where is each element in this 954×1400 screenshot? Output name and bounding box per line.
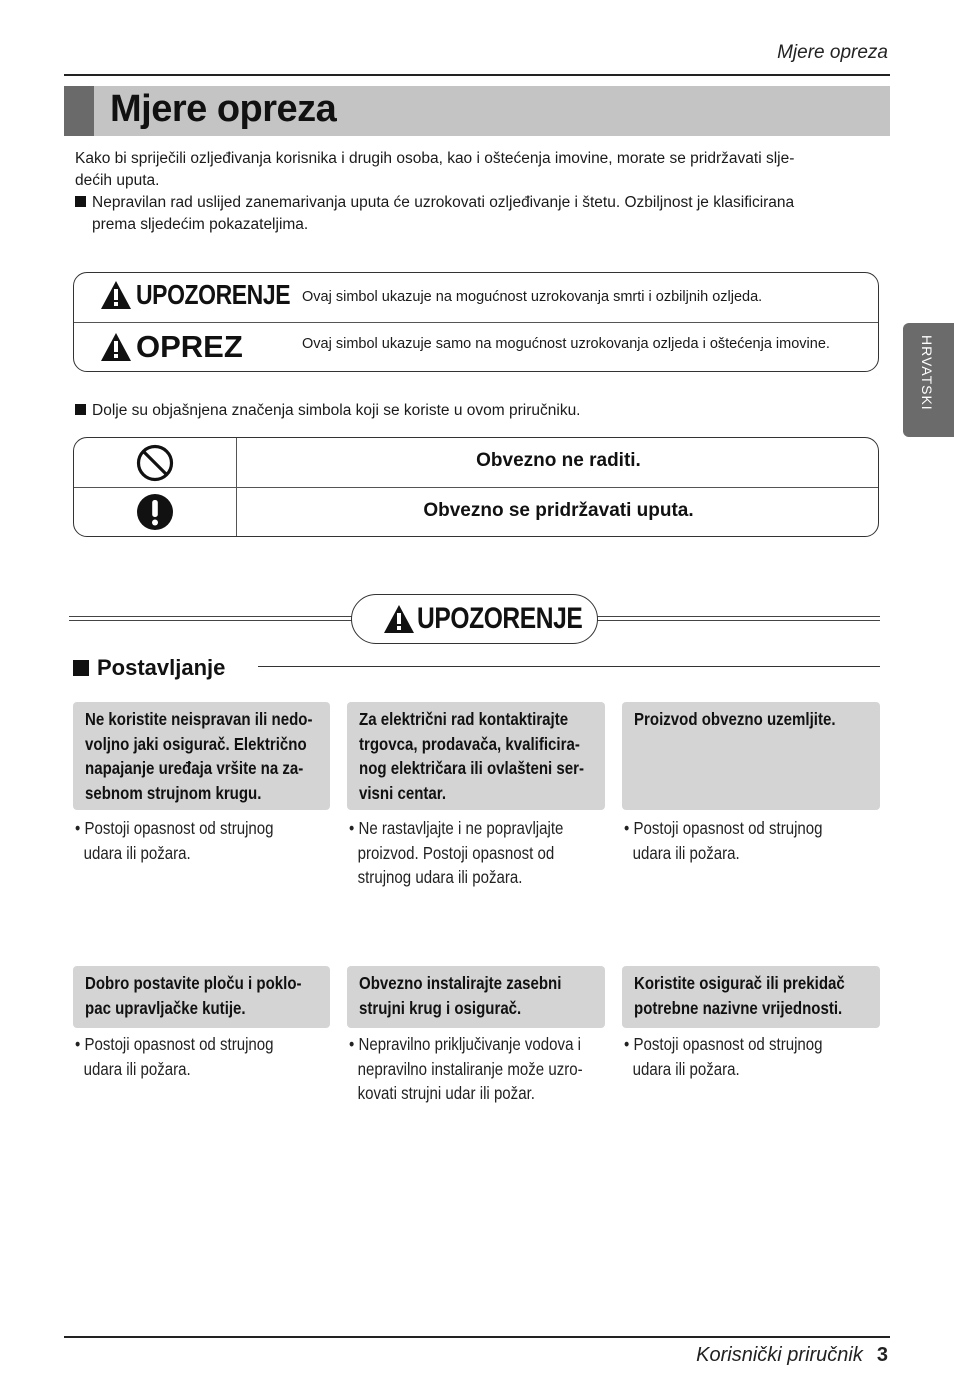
warning-triangle-icon [383,604,415,634]
square-bullet-icon [75,196,86,207]
warning-triangle-icon [100,280,132,310]
caution-triangle-icon [100,332,132,362]
intro-paragraph [75,148,794,236]
language-side-tab [903,323,954,437]
header-rule [64,74,890,76]
side-tab-label: HRVATSKI [919,335,935,411]
card-2-body: • Ne rastavljajte i ne popravljajte proizvod. Postoji opasnost od strujnog udara ili požara. [349,818,564,887]
card-2-head: Za električni rad kontaktirajte trgovca, prodavača, kvalificira- nog električara ili ovlašteni ser- visni centar. [347,702,605,810]
warning-banner-label: UPOZORENJE [416,602,582,635]
symbols-row-divider [74,487,878,488]
title-tab-marker [64,86,94,136]
legend-row-warning [74,273,878,322]
intro-bullet-cont: prema sljedećim pokazateljima. [92,216,309,233]
card-4-body: • Postoji opasnost od strujnog udara ili požara. [75,1034,274,1079]
symbol-meaning-mandatory: Obvezno se pridržavati uputa. [423,500,694,521]
symbols-table [73,437,879,537]
section-rule [258,666,880,667]
card-1-body: • Postoji opasnost od strujnog udara ili požara. [75,818,274,863]
card-6-body: • Postoji opasnost od strujnog udara ili požara. [624,1034,823,1079]
warning-label: UPOZORENJE [100,279,324,311]
banner-line-right [597,616,880,621]
symbol-meaning-prohibited: Obvezno ne raditi. [476,450,641,471]
card-5-head: Obvezno instalirajte zasebni strujni krug i osigurač. [347,966,605,1028]
section-title: Postavljanje [73,655,225,681]
symbols-intro: Dolje su objašnjena značenja simbola koji se koriste u ovom priručniku. [75,400,581,422]
warning-banner [351,594,598,644]
footer-label: Korisnički priručnik [696,1344,863,1366]
mandatory-icon [136,493,174,531]
warning-description: Ovaj simbol ukazuje na mogućnost uzrokovanja smrti i ozbiljnih ozljeda. [302,289,763,305]
intro-bullet: Nepravilan rad uslijed zanemarivanja uputa će uzrokovati ozljeđivanje i štetu. Ozbiljnost je klasificirana [75,192,794,214]
legend-row-caution [74,322,878,372]
card-1-head: Ne koristite neispravan ili nedo- voljno jaki osigurač. Električno napajanje uređaja vršite na za- sebnom strujnom krugu. [73,702,330,810]
square-bullet-icon [75,404,86,415]
prohibition-icon [136,444,174,482]
title-bar [64,86,890,136]
page-number: 3 [876,1344,888,1366]
footer [696,1344,888,1367]
card-4-head: Dobro postavite ploču i poklo- pac upravljačke kutije. [73,966,330,1028]
footer-rule [64,1336,890,1338]
card-3-head: Proizvod obvezno uzemljite. [622,702,880,810]
caution-label: OPREZ [100,329,243,365]
hazard-legend-box [73,272,879,372]
caution-description: Ovaj simbol ukazuje samo na mogućnost uzrokovanja ozljeda i oštećenja imovine. [302,336,830,352]
banner-line-left [69,616,352,621]
square-bullet-icon [73,660,89,676]
running-header: Mjere opreza [777,42,888,63]
card-5-body: • Nepravilno priključivanje vodova i nepravilno instaliranje može uzro- kovati strujni udar ili požar. [349,1034,583,1103]
card-6-head: Koristite osigurač ili prekidač potrebne nazivne vrijednosti. [622,966,880,1028]
page-title: Mjere opreza [110,88,337,130]
intro-line-2: dećih uputa. [75,172,160,189]
intro-line-1: Kako bi spriječili ozljeđivanja korisnika i drugih osoba, kao i oštećenja imovine, morate se pridržavati slje- [75,150,795,167]
card-3-body: • Postoji opasnost od strujnog udara ili požara. [624,818,823,863]
